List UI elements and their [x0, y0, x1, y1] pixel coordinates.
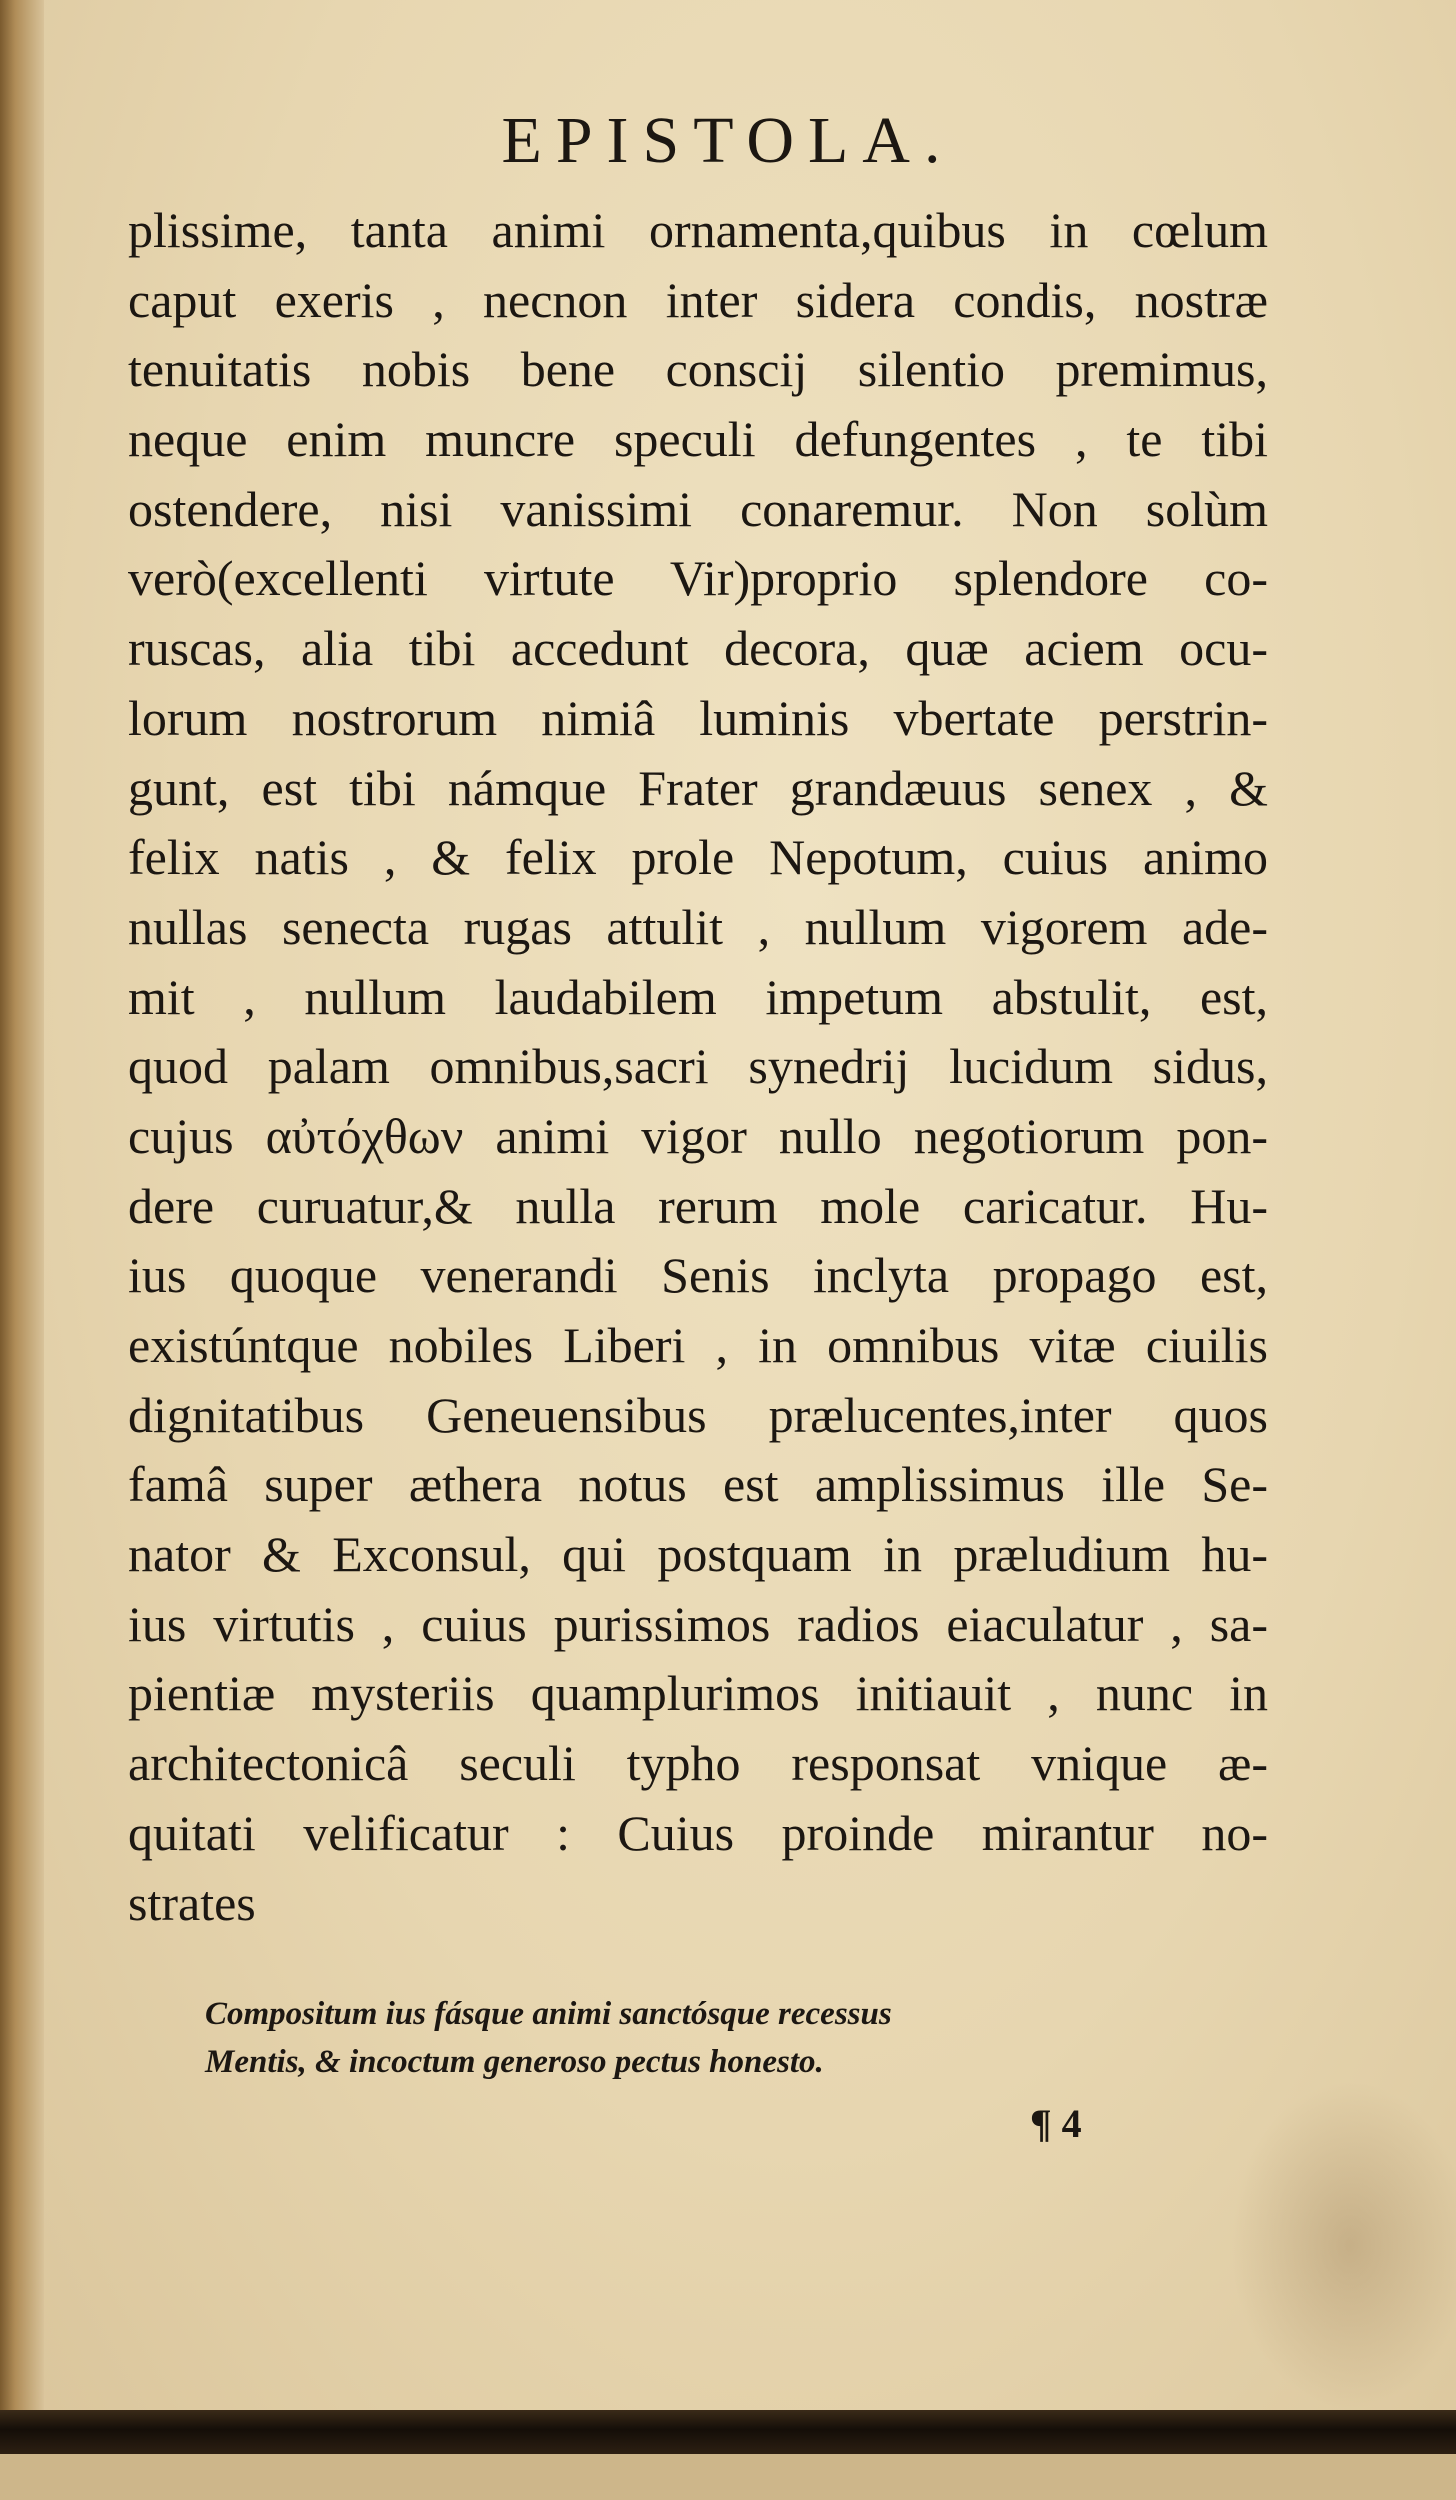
text-line: felix natis , & felix prole Nepotum, cuius animo [128, 829, 1268, 886]
text-line: ius virtutis , cuius purissimos radios eiaculatur , sa- [128, 1595, 1268, 1652]
catchword: strates [128, 1874, 256, 1931]
text-line: plissime, tanta animi ornamenta,quibus in cœlum [128, 202, 1268, 258]
text-line: famâ super æthera notus est amplissimus ille Se- [128, 1456, 1268, 1513]
text-line: pientiæ mysteriis quamplurimos initiauit , nunc in [128, 1665, 1268, 1722]
text-line: lorum nostrorum nimiâ luminis vbertate perstrin- [128, 689, 1268, 746]
running-header: EPISTOLA. [501, 104, 955, 177]
verse-line: Mentis, & incoctum generoso pectus honesto. [205, 2044, 824, 2080]
text-line: ostendere, nisi vanissimi conaremur. Non solùm [128, 480, 1268, 537]
text-line: tenuitatis nobis bene conscij silentio premimus, [128, 341, 1268, 398]
text-line: verò(excellenti virtute Vir)proprio splendore co- [128, 550, 1268, 607]
bottom-edge-shadow [0, 2410, 1456, 2454]
binding-gutter [0, 0, 44, 2500]
signature-mark: ¶ 4 [1030, 2101, 1082, 2146]
text-line: nullas senecta rugas attulit , nullum vigorem ade- [128, 898, 1268, 955]
verse-line: Compositum ius fásque animi sanctósque recessus [205, 1996, 892, 2032]
text-line: gunt, est tibi námque Frater grandæuus senex , & [128, 759, 1268, 816]
text-line: ruscas, alia tibi accedunt decora, quæ aciem ocu- [128, 620, 1268, 677]
text-line: dignitatibus Geneuensibus prælucentes,inter quos [128, 1386, 1268, 1443]
text-line: neque enim muncre speculi defungentes , te tibi [128, 411, 1268, 468]
text-line: mit , nullum laudabilem impetum abstulit, est, [128, 968, 1268, 1025]
text-line: quod palam omnibus,sacri synedrij lucidum sidus, [128, 1038, 1268, 1095]
text-line: cujus αὐτόχθων animi vigor nullo negotiorum pon- [128, 1107, 1268, 1164]
paper-stain [1230, 2080, 1456, 2410]
text-line: ius quoque venerandi Senis inclyta propago est, [128, 1247, 1268, 1304]
text-line: caput exeris , necnon inter sidera condis, nostræ [128, 271, 1268, 328]
text-line: nator & Exconsul, qui postquam in præludium hu- [128, 1526, 1268, 1583]
text-line: existúntque nobiles Liberi , in omnibus vitæ ciuilis [128, 1317, 1268, 1373]
body-text [128, 196, 1268, 1938]
verse-quote [205, 1990, 1005, 2086]
text-line: quitati velificatur : Cuius proinde mirantur no- [128, 1804, 1268, 1861]
text-line: dere curuatur,& nulla rerum mole caricatur. Hu- [128, 1177, 1268, 1234]
page-bottom-edge [0, 2454, 1456, 2500]
text-line: architectonicâ seculi typho responsat vnique æ- [128, 1735, 1268, 1792]
